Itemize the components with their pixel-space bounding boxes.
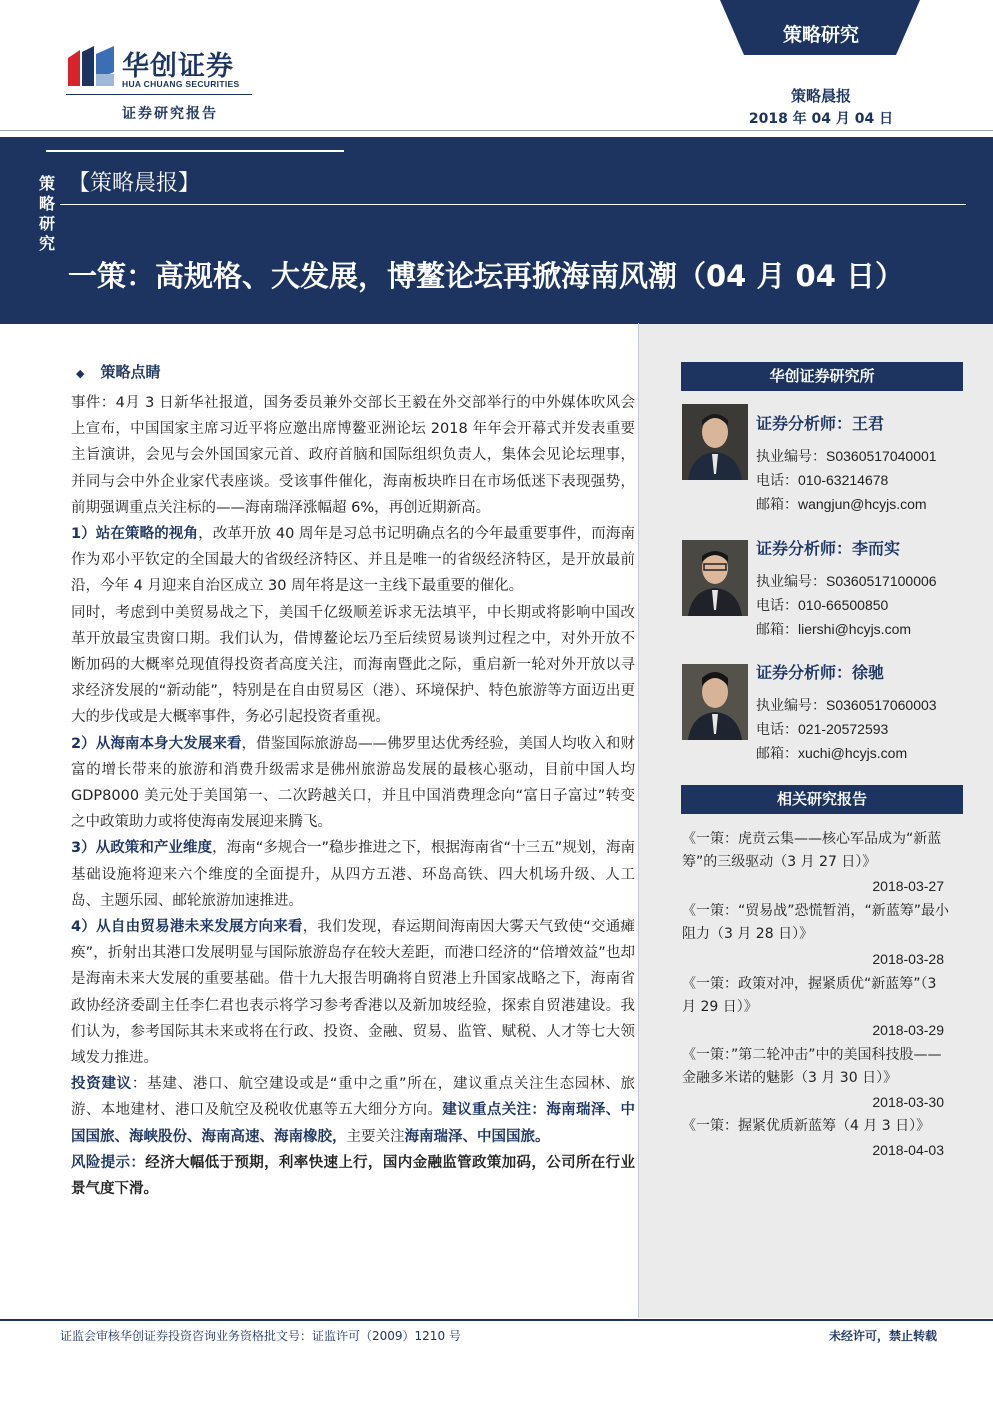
- report-title: 一策：高规格、大发展，博鳌论坛再掀海南风潮（04 月 04 日）: [68, 259, 905, 293]
- related-report-date: 2018-03-27: [872, 878, 944, 894]
- document-date: 2018 年 04 月 04 日: [748, 111, 894, 127]
- company-logo-mark: [66, 44, 118, 90]
- related-report-date: 2018-03-29: [872, 1022, 944, 1038]
- paragraph-lead: 3）从政策和产业维度: [71, 840, 213, 857]
- analyst-name: 证券分析师：徐驰: [756, 663, 885, 682]
- paragraph-event: 事件：4月 3 日新华社报道，国务委员兼外交部长王毅在外交部举行的中外媒体吹风会上宣布，中国国家主席习近平将应邀出席博鳌亚洲论坛 2018 年年会开幕式并发表重要主旨演讲，会见与会外国国家元首、政府首脑和国际组织负责人，集体会见论坛理事，并同与会中外企业家代表座谈。受该事件催化，海南板块昨日在市场低迷下表现强势，前期强调重点关注标的——海南瑞泽涨幅超 6%，再创近期新高。: [71, 395, 635, 516]
- footer-notice: 未经许可，禁止转载: [829, 1329, 938, 1343]
- paragraph-text: ，改革开放 40 周年是习总书记明确点名的今年最重要事件，而海南作为邓小平钦定的全国最大的省级经济特区、并且是唯一的省级经济特区，是开放最前沿，今年 4 月迎来自治区成立 30 周年将是这一主线下最重要的催化。: [71, 526, 635, 595]
- paragraph-lead: 4）从自由贸易港未来发展方向来看: [71, 919, 303, 936]
- focus-lead: 主要关注: [346, 1128, 405, 1145]
- banner-middle-rule: [60, 204, 966, 205]
- section-heading-text: 策略点睛: [100, 363, 161, 381]
- analyst-email[interactable]: 邮箱：liershi@hcyjs.com: [756, 621, 912, 637]
- related-report-date: 2018-03-28: [872, 951, 944, 967]
- category-tag: 策略研究: [782, 24, 859, 46]
- related-report-link[interactable]: 《一策：”第二轮冲击”中的美国科技股——金融多米诺的魅影（3 月 30 日）》: [682, 1047, 942, 1086]
- paragraph-trade: 同时，考虑到中美贸易战之下，美国千亿级顺差诉求无法填平，中长期或将影响中国改革开放最宝贵窗口期。我们认为，借博鳌论坛乃至后续贸易谈判过程之中，对外开放不断加码的大概率兑现值得投资者高度关注，而海南暨此之际，重启新一轮对外开放以寻求经济发展的“新动能”，特别是在自由贸易区（港）、环境保护、特色旅游等方面迈出更大的步伐或是大概率事件，务必引起投资者重视。: [71, 604, 635, 726]
- paragraph-development: [71, 731, 635, 836]
- section-heading: [76, 361, 160, 382]
- analyst-name: 证券分析师：王君: [756, 414, 885, 433]
- analyst-cert-number: 执业编号：S0360517100006: [756, 573, 937, 589]
- paragraph-strategy: [71, 521, 635, 600]
- recommend-lead: 建议重点关注：: [442, 1102, 547, 1119]
- related-report-link[interactable]: 《一策：握紧优质新蓝筹（4 月 3 日）》: [682, 1118, 931, 1134]
- analyst-name: 证券分析师：李而实: [756, 539, 901, 558]
- report-body: [71, 390, 635, 1202]
- paragraph-text: 经济大幅低于预期，利率快速上行，国内金融监管政策加码，公司所在行业景气度下滑。: [71, 1154, 636, 1198]
- related-report-link[interactable]: 《一策：政策对冲，握紧质优“新蓝筹”（3 月 29 日）》: [682, 976, 937, 1015]
- analyst-email[interactable]: 邮箱：wangjun@hcyjs.com: [756, 496, 927, 512]
- paragraph-risk: [71, 1150, 635, 1202]
- analyst-cert-number: 执业编号：S0360517040001: [756, 448, 937, 464]
- paragraph-lead: 风险提示：: [71, 1154, 146, 1171]
- document-type: 策略晨报: [790, 87, 851, 105]
- header-divider: [0, 130, 993, 131]
- related-reports-heading: 相关研究报告: [681, 785, 963, 814]
- paragraph-lead: 2）从海南本身大发展来看: [71, 735, 242, 752]
- related-report-date: 2018-03-30: [872, 1094, 944, 1110]
- banner-top-rule: [46, 150, 344, 152]
- report-type-label: 证券研究报告: [122, 106, 218, 122]
- paragraph-text: ：基建、港口、航空建设或是“重中之重”所在，建议重点关注生态园林、旅游、本地建材、港口及航空及税收优惠等五大细分方向。: [71, 1076, 635, 1119]
- company-logo-name: 华创证券: [122, 51, 234, 82]
- analyst-email[interactable]: 邮箱：xuchi@hcyjs.com: [756, 745, 908, 761]
- recommend-stocks: 海南瑞泽、中国国旅、海峡股份、海南高速、海南橡胶，: [71, 1102, 636, 1145]
- logo-divider: [66, 94, 252, 95]
- paragraph-text: ，我们发现，春运期间海南因大雾天气致使“交通瘫痪”，折射出其港口发展明显与国际旅游岛存在较大差距，而港口经济的“倍增效益”也却是海南未来大发展的重要基础。借十九大报告明确将自贸港上升国家战略之下，海南省政协经济委副主任李仁君也表示将学习参考香港以及新加坡经验，探索自贸港建设。我们认为，参考国际其未来或将在行政、投资、金融、贸易、监管、赋税、人才等七大领域发力推进。: [71, 919, 636, 1067]
- paragraph-free-trade-port: [71, 914, 635, 1071]
- paragraph-text: ，海南“多规合一”稳步推进之下，根据海南省“十三五”规划，海南基础设施将迎来六个维度的全面提升，从四方五港、环岛高铁、四大机场升级、人工岛、主题乐园、邮轮旅游加速推进。: [71, 840, 636, 909]
- banner-vertical-label: 策略研究: [38, 174, 55, 253]
- analyst-phone: 电话：010-63214678: [756, 472, 889, 488]
- related-report-link[interactable]: 《一策：“贸易战”恐慌暂消，“新蓝筹”最小阻力（3 月 28 日）》: [682, 903, 950, 942]
- paragraph-policy: [71, 835, 635, 914]
- diamond-bullet-icon: ◆: [76, 367, 85, 380]
- analyst-photo: [682, 404, 748, 480]
- paragraph-text: ，借鉴国际旅游岛——佛罗里达优秀经验，美国人均收入和财富的增长带来的旅游和消费升级需求是佛州旅游岛发展的最核心驱动，目前中国人均 GDP8000 美元处于美国第一、二次跨越关口，并且中国消费理念向“富日子富过”转变之中政策助力或将使海南发展迎来腾飞。: [71, 735, 635, 831]
- analyst-photo: [682, 664, 748, 740]
- related-report-link[interactable]: 《一策：虎贲云集——核心军品成为“新蓝筹”的三级驱动（3 月 27 日）》: [682, 831, 942, 870]
- related-report-date: 2018-04-03: [872, 1142, 944, 1158]
- analyst-phone: 电话：010-66500850: [756, 597, 889, 613]
- paragraph-investment-advice: [71, 1071, 635, 1150]
- paragraph-lead: 1）站在策略的视角: [71, 526, 199, 543]
- analyst-photo: [682, 540, 748, 616]
- focus-stocks: 海南瑞泽、中国国旅。: [404, 1128, 550, 1145]
- paragraph-lead: 投资建议: [71, 1076, 132, 1093]
- footer-divider: [0, 1319, 993, 1321]
- institute-heading: 华创证券研究所: [681, 362, 963, 391]
- analyst-phone: 电话：021-20572593: [756, 721, 889, 737]
- footer-license: 证监会审核华创证券投资咨询业务资格批文号：证监许可（2009）1210 号: [60, 1329, 461, 1343]
- banner-report-label: 【策略晨报】: [68, 171, 201, 196]
- company-logo-english: HUA CHUANG SECURITIES: [122, 79, 240, 89]
- analyst-cert-number: 执业编号：S0360517060003: [756, 697, 937, 713]
